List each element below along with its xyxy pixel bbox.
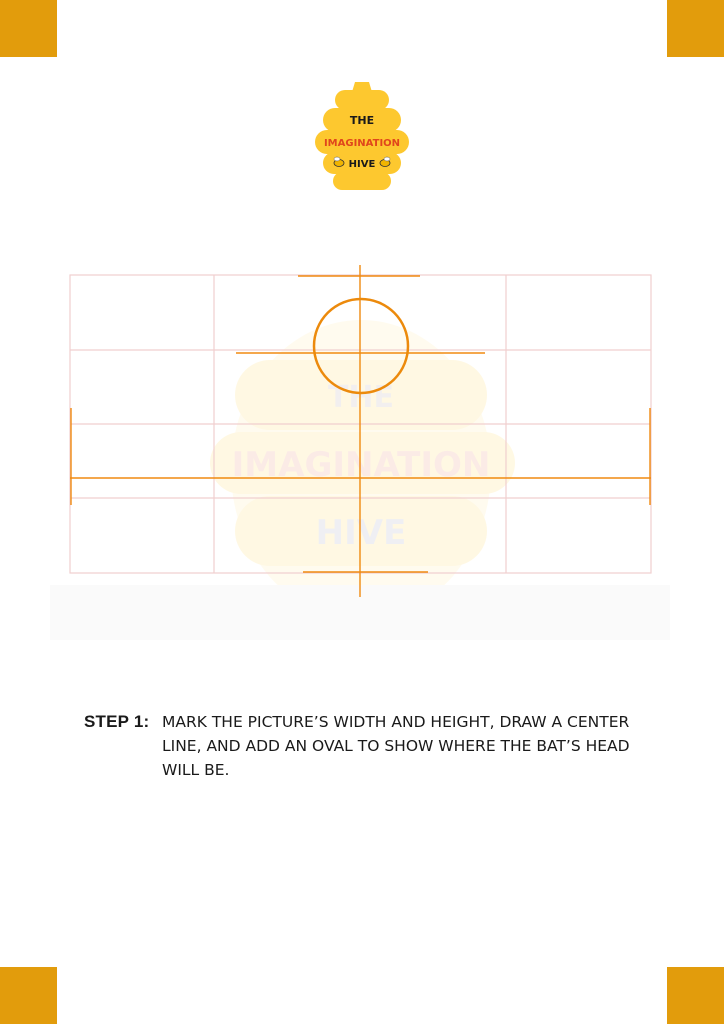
corner-decoration-top-right (667, 0, 724, 57)
imagination-hive-logo (311, 80, 413, 192)
watermark-line-hive: HIVE (315, 513, 407, 553)
watermark-line-imagination: IMAGINATION (231, 445, 491, 485)
logo-line-the: THE (349, 114, 375, 127)
step-text: MARK THE PICTURE’S WIDTH AND HEIGHT, DRAW A CENTER LINE, AND ADD AN OVAL TO SHOW WHERE THE BAT’S HEAD WILL BE. (162, 713, 630, 779)
watermark-logo (210, 320, 515, 620)
logo-line-hive: HIVE (348, 159, 376, 170)
corner-decoration-bottom-right (667, 967, 724, 1024)
instruction-block (84, 710, 644, 782)
step-label: STEP 1: (84, 712, 150, 731)
corner-decoration-top-left (0, 0, 57, 57)
corner-decoration-bottom-left (0, 967, 57, 1024)
drawing-canvas (0, 230, 724, 650)
orange-guide-lines (70, 265, 651, 597)
logo-line-imagination: IMAGINATION (323, 138, 401, 149)
watermark-line-the: THE (327, 380, 395, 415)
